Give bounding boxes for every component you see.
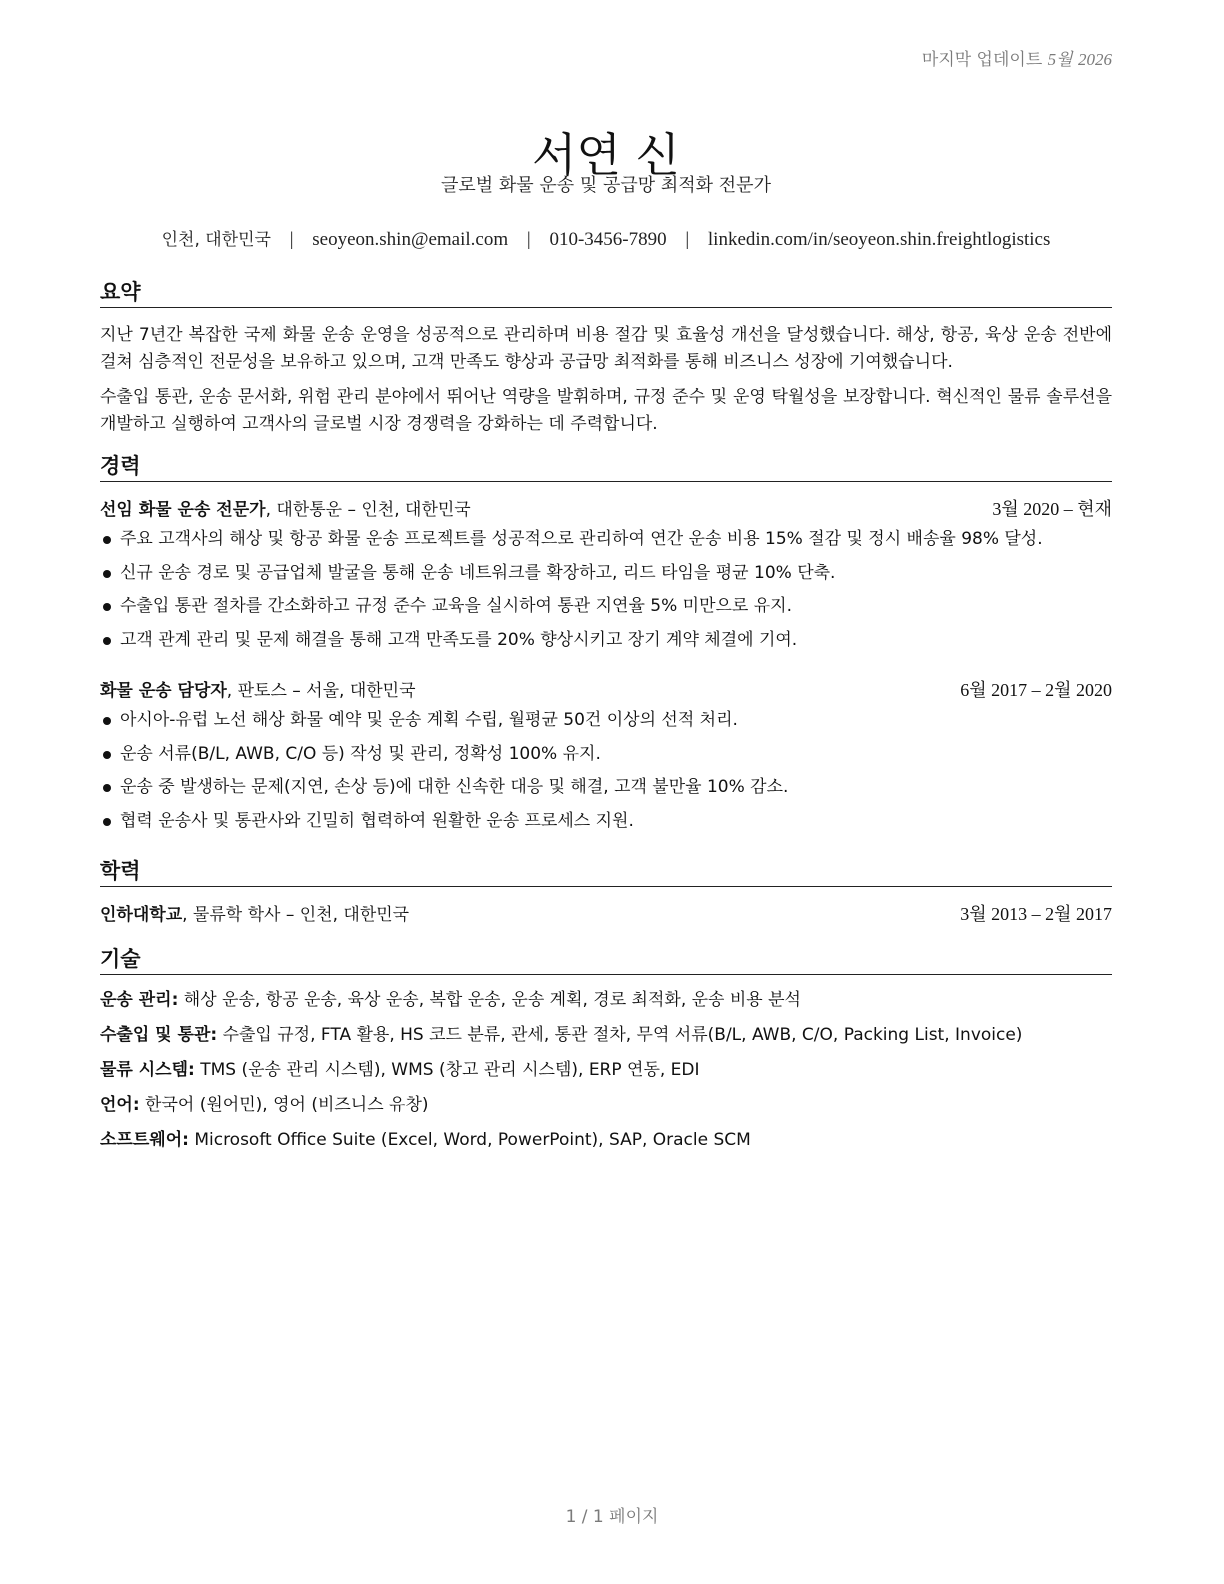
list-item: 운송 서류(B/L, AWB, C/O 등) 작성 및 관리, 정확성 100% 유지. xyxy=(100,738,1112,772)
experience-section xyxy=(100,452,1112,838)
education-heading: 학력 xyxy=(100,857,1112,887)
list-item: 주요 고객사의 해상 및 항공 화물 운송 프로젝트를 성공적으로 관리하여 연간 운송 비용 15% 절감 및 정시 배송율 98% 달성. xyxy=(100,523,1112,557)
job-bullets xyxy=(100,523,1112,657)
contact-location: 인천, 대한민국 xyxy=(161,230,271,250)
skill-row: 언어: 한국어 (원어민), 영어 (비즈니스 유창) xyxy=(100,1095,429,1115)
list-item: 고객 관계 관리 및 문제 해결을 통해 고객 만족도를 20% 향상시키고 장기 계약 체결에 기여. xyxy=(100,624,1112,658)
degree-detail: , 물류학 학사 – 인천, 대한민국 xyxy=(182,905,410,925)
job-date: 6월 2017 – 2월 2020 xyxy=(960,680,1112,700)
tagline: 글로벌 화물 운송 및 공급망 최적화 전문가 xyxy=(441,175,771,196)
skill-row: 물류 시스템: TMS (운송 관리 시스템), WMS (창고 관리 시스템), ERP 연동, EDI xyxy=(100,1060,700,1080)
school-name: 인하대학교 xyxy=(100,905,183,925)
job-header xyxy=(100,496,1112,523)
page-indicator: 1 / 1 페이지 xyxy=(565,1507,659,1527)
contact-separator: | xyxy=(289,229,294,250)
contact-separator: | xyxy=(685,229,690,250)
list-item: 신규 운송 경로 및 공급업체 발굴을 통해 운송 네트워크를 확장하고, 리드 타임을 평균 10% 단축. xyxy=(100,557,1112,591)
summary-heading: 요약 xyxy=(100,278,1112,308)
contact-separator: | xyxy=(526,229,531,250)
contact-line xyxy=(90,225,1122,251)
contact-email[interactable]: seoyeon.shin@email.com xyxy=(312,229,509,250)
job-entry xyxy=(100,677,1112,838)
job-role: 화물 운송 담당자 xyxy=(100,681,227,701)
skills-list xyxy=(100,983,1112,1158)
education-section xyxy=(100,857,1112,928)
list-item: 수출입 통관 절차를 간소화하고 규정 준수 교육을 실시하여 통관 지연율 5% 미만으로 유지. xyxy=(100,590,1112,624)
education-date: 3월 2013 – 2월 2017 xyxy=(960,904,1112,924)
job-bullets xyxy=(100,704,1112,838)
summary-section xyxy=(100,278,1112,438)
contact-phone: 010-3456-7890 xyxy=(549,229,667,250)
job-org: , 판토스 – 서울, 대한민국 xyxy=(226,681,416,701)
job-role: 선임 화물 운송 전문가 xyxy=(100,500,266,520)
education-entry xyxy=(100,901,1112,928)
job-org: , 대한통운 – 인천, 대한민국 xyxy=(265,500,471,520)
list-item: 운송 중 발생하는 문제(지연, 손상 등)에 대한 신속한 대응 및 해결, 고객 불만율 10% 감소. xyxy=(100,771,1112,805)
list-item: 아시아-유럽 노선 해상 화물 예약 및 운송 계획 수립, 월평균 50건 이상의 선적 처리. xyxy=(100,704,1112,738)
skills-section xyxy=(100,945,1112,1158)
job-date: 3월 2020 – 현재 xyxy=(992,499,1112,519)
contact-linkedin[interactable]: linkedin.com/in/seoyeon.shin.freightlogistics xyxy=(707,229,1051,250)
job-entry xyxy=(100,496,1112,657)
skills-heading: 기술 xyxy=(100,945,1112,975)
last-updated: 마지막 업데이트 5월 2026 xyxy=(921,50,1112,70)
summary-paragraph: 수출입 통관, 운송 문서화, 위험 관리 분야에서 뛰어난 역량을 발휘하며, 규정 준수 및 운영 탁월성을 보장합니다. 혁신적인 물류 솔루션을 개발하고 실행하여 고객사의 글로벌 시장 경쟁력을 강화하는 데 주력합니다. xyxy=(100,387,1112,434)
experience-heading: 경력 xyxy=(100,452,1112,482)
skill-row: 수출입 및 통관: 수출입 규정, FTA 활용, HS 코드 분류, 관세, 통관 절차, 무역 서류(B/L, AWB, C/O, Packing List, Invoice) xyxy=(100,1025,1023,1045)
list-item: 협력 운송사 및 통관사와 긴밀히 협력하여 원활한 운송 프로세스 지원. xyxy=(100,805,1112,839)
skill-row: 운송 관리: 해상 운송, 항공 운송, 육상 운송, 복합 운송, 운송 계획, 경로 최적화, 운송 비용 분석 xyxy=(100,990,801,1010)
candidate-name: 서연 신 xyxy=(532,127,680,182)
job-header xyxy=(100,677,1112,704)
skill-row: 소프트웨어: Microsoft Office Suite (Excel, Word, PowerPoint), SAP, Oracle SCM xyxy=(100,1130,751,1150)
summary-paragraph: 지난 7년간 복잡한 국제 화물 운송 운영을 성공적으로 관리하며 비용 절감 및 효율성 개선을 달성했습니다. 해상, 항공, 육상 운송 전반에 걸쳐 심층적인 전문성을 보유하고 있으며, 고객 만족도 향상과 공급망 최적화를 통해 비즈니스 성장에 기여했습니다. xyxy=(100,325,1112,372)
